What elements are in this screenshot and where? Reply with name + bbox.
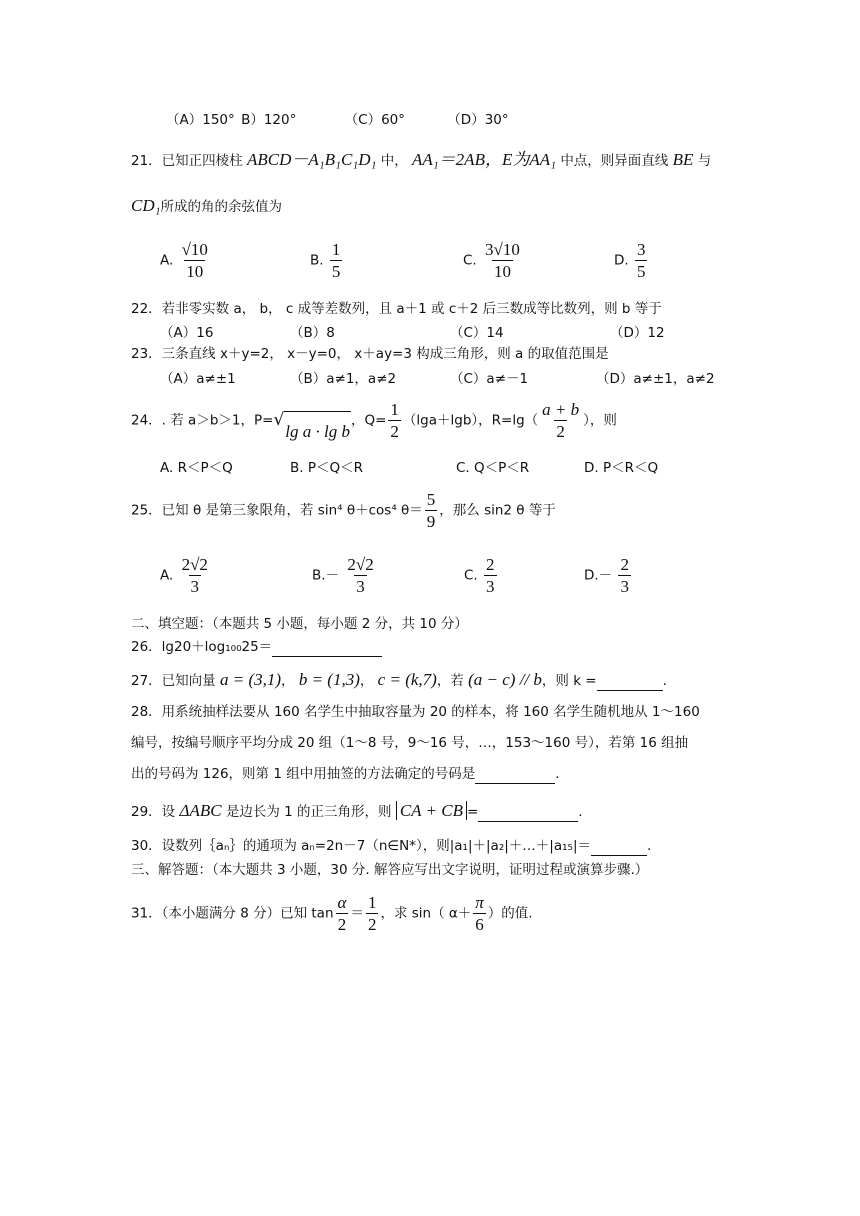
q21-option-d: D. $\frac{3}{5}$ xyxy=(614,240,646,281)
q31: 31．（本小题满分 8 分）已知 tan $\frac{\alpha}{2}$ ＝ $\frac{1}{2}$ ，求 sin（ α＋ $\frac{\pi}{6}$ ）的值. xyxy=(131,893,533,934)
fraction: $\frac{2}{3}$ xyxy=(620,555,629,596)
q22-stem: 22．若非零实数 a， b， c 成等差数列，且 a＋1 或 c＋2 后三数成等比数列，则 b 等于 xyxy=(131,301,662,317)
answer-blank[interactable] xyxy=(591,841,647,856)
q28-line-2: 编号，按编号顺序平均分成 20 组（1～8 号，9～16 号，…，153～160 号），若第 16 组抽 xyxy=(131,735,689,751)
q28-line-1: 28．用系统抽样法要从 160 名学生中抽取容量为 20 的样本，将 160 名学生随机地从 1～160 xyxy=(131,704,700,720)
fraction: $\frac{3}{5}$ xyxy=(636,240,646,281)
section-3-heading: 三、解答题：（本大题共 3 小题，30 分. 解答应写出文字说明，证明过程或演算步骤.） xyxy=(131,862,649,878)
q20-option-d: （D）30° xyxy=(447,112,509,128)
q24-stem: 24．. 若 a＞b＞1，P= √ lg a · lg b ，Q= $\frac{1}{2}$ （lga＋lgb），R=lg（ $\frac{a + b}{2}$ ），则 xyxy=(131,400,617,452)
q24-option-b: B. P＜Q＜R xyxy=(290,460,363,476)
q25-option-a: A. $\frac{2√2}{3}$ xyxy=(160,555,208,596)
q24-options xyxy=(0,456,860,476)
answer-blank[interactable] xyxy=(475,769,555,784)
q26: 26．lg20＋log₁₀₀25＝ xyxy=(131,637,382,657)
q23-option-b: （B）a≠1，a≠2 xyxy=(290,371,397,387)
q24-option-a: A. R＜P＜Q xyxy=(160,460,233,476)
q25-option-d: D.－ $\frac{2}{3}$ xyxy=(584,555,629,596)
fraction: $\frac{2√2}{3}$ xyxy=(181,555,208,596)
q20-option-b: B）120° xyxy=(241,112,297,128)
q21-options xyxy=(0,240,860,290)
answer-blank[interactable] xyxy=(272,642,382,657)
q29: 29．设 ΔABC 是边长为 1 的正三角形，则 CA + CB = . xyxy=(131,801,583,820)
q24-option-d: D. P＜R＜Q xyxy=(584,460,659,476)
q22-option-b: （B）8 xyxy=(290,325,335,341)
q23-option-a: （A）a≠±1 xyxy=(160,371,236,387)
q22-option-c: （C）14 xyxy=(450,325,504,341)
q22-option-a: （A）16 xyxy=(160,325,214,341)
fraction: $\frac{\alpha}{2}$ xyxy=(337,893,347,934)
q22-options xyxy=(0,321,860,341)
vector-a: a = (3,1) xyxy=(219,670,282,689)
q25-stem: 25．已知 θ 是第三象限角，若 sin⁴ θ＋cos⁴ θ＝ $\frac{5}{9}$ ，那么 sin2 θ 等于 xyxy=(131,490,556,531)
q28-line-3: 出的号码为 126，则第 1 组中用抽签的方法确定的号码是 . xyxy=(131,766,560,782)
fraction: $\frac{a + b}{2}$ xyxy=(542,400,580,441)
vector-b: b = (1,3) xyxy=(298,670,360,689)
q21-condition: AA₁＝2AB，E为AA₁ xyxy=(412,150,557,169)
q21-option-a: A. $\frac{√10}{10}$ xyxy=(160,240,208,281)
q21-stem-cont: CD₁所成的角的余弦值为 xyxy=(131,196,283,215)
q23-options xyxy=(0,367,860,387)
vector-sum-magnitude: CA + CB xyxy=(396,801,467,820)
q20-option-c: （C）60° xyxy=(344,112,405,128)
answer-blank[interactable] xyxy=(478,807,578,822)
fraction: $\frac{√10}{10}$ xyxy=(181,240,208,281)
q30: 30．设数列｛aₙ｝的通项为 aₙ=2n－7（n∈N*），则|a₁|＋|a₂|＋…＋|a₁₅|＝ . xyxy=(131,838,652,854)
q22-option-d: （D）12 xyxy=(610,325,665,341)
fraction: $\frac{1}{2}$ xyxy=(367,893,377,934)
q25-options xyxy=(0,555,860,605)
q23-option-c: （C）a≠－1 xyxy=(450,371,529,387)
fraction: $\frac{5}{9}$ xyxy=(426,490,436,531)
q27: 27．已知向量 a = (3,1)， b = (1,3)， c = (k,7)，若 (a − c) // b，则 k = . xyxy=(131,670,667,689)
fraction: $\frac{3√10}{10}$ xyxy=(485,240,520,281)
q20-options xyxy=(166,110,509,130)
q23-stem: 23．三条直线 x＋y=2， x－y=0， x＋ay=3 构成三角形，则 a 的取值范围是 xyxy=(131,346,609,362)
q25-option-c: C. $\frac{2}{3}$ xyxy=(464,555,495,596)
section-2-heading: 二、填空题：（本题共 5 小题，每小题 2 分，共 10 分） xyxy=(131,616,468,632)
q25-option-b: B.－ $\frac{2√2}{3}$ xyxy=(312,555,374,596)
fraction: $\frac{\pi}{6}$ xyxy=(475,893,484,934)
q21-option-c: C. $\frac{3√10}{10}$ xyxy=(463,240,520,281)
fraction: $\frac{2}{3}$ xyxy=(486,555,495,596)
q21-option-b: B. $\frac{1}{5}$ xyxy=(310,240,341,281)
vector-condition: (a − c) // b xyxy=(468,670,542,689)
fraction: $\frac{1}{5}$ xyxy=(331,240,341,281)
fraction: $\frac{1}{2}$ xyxy=(390,400,399,441)
q21-solid: ABCD－A₁B₁C₁D₁ xyxy=(246,150,377,169)
square-root: √ lg a · lg b xyxy=(273,411,351,452)
vector-c: c = (k,7) xyxy=(377,670,437,689)
q21-stem: 21．已知正四棱柱 ABCD－A₁B₁C₁D₁ 中， AA₁＝2AB，E为AA₁ 中点，则异面直线 BE 与 xyxy=(131,150,712,169)
q20-option-a: （A）150° xyxy=(166,112,235,128)
fraction: $\frac{2√2}{3}$ xyxy=(347,555,374,596)
answer-blank[interactable] xyxy=(597,676,663,691)
q23-option-d: （D）a≠±1，a≠2 xyxy=(596,371,715,387)
q24-option-c: C. Q＜P＜R xyxy=(456,460,530,476)
